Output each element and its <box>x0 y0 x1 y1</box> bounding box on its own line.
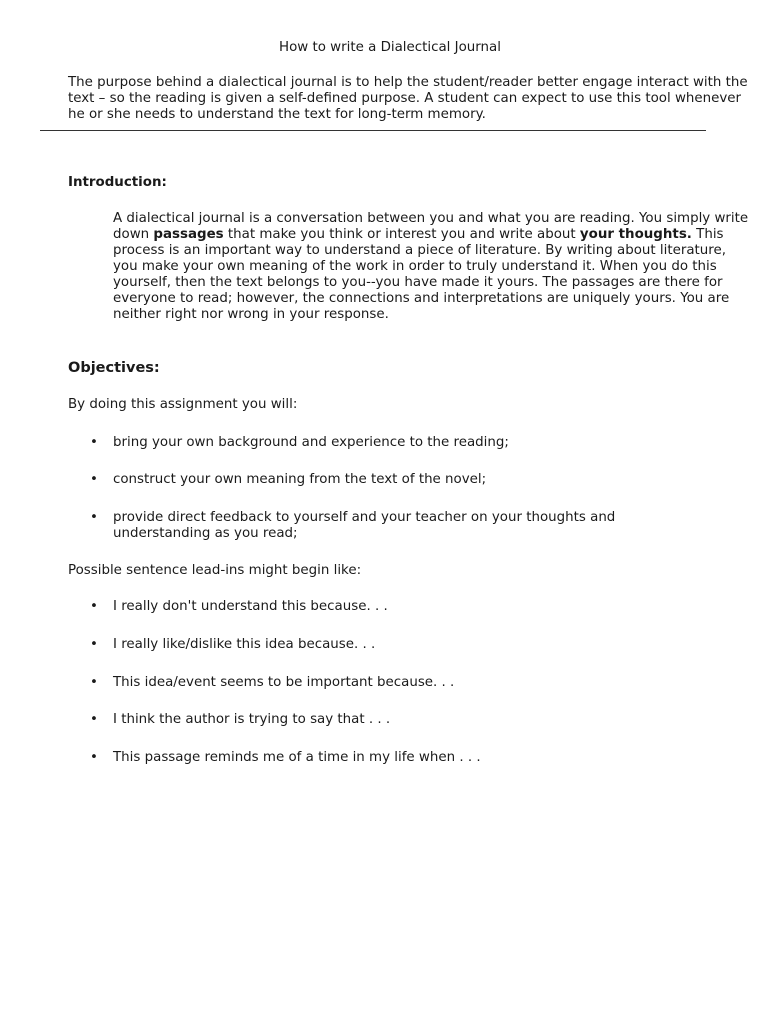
leadins-lead: Possible sentence lead-ins might begin like: <box>68 563 362 578</box>
leadin-item-text: This idea/event seems to be important because. . . <box>113 675 455 690</box>
bullet-icon: • <box>90 750 98 765</box>
objective-item-text: construct your own meaning from the text of the novel; <box>113 472 487 487</box>
leadin-item-text: I really like/dislike this idea because. . . <box>113 637 376 652</box>
introduction-heading: Introduction: <box>68 175 167 190</box>
bullet-icon: • <box>90 435 98 450</box>
intro-bold-thoughts: your thoughts. <box>579 227 692 242</box>
intro-text-part3: This process is an important way to understand a piece of literature. By writing about literature, you make your own meaning of the work in order to truly understand it. When you do this yourself, then the text belongs to you--you have made it yours. The passages are there for everyone to read; however, the connections and interpretations are uniquely yours. You are neither right nor wrong in your response. <box>113 227 730 322</box>
objective-item-text: bring your own background and experience to the reading; <box>113 435 509 450</box>
intro-text-part2: that make you think or interest you and write about <box>223 227 580 242</box>
leadin-item-text: This passage reminds me of a time in my life when . . . <box>113 750 481 765</box>
intro-text-part1: A dialectical journal is a conversation between you and what you are reading. You simply write down <box>113 211 749 242</box>
purpose-paragraph: The purpose behind a dialectical journal is to help the student/reader better engage interact with the text – so the reading is given a self-defined purpose. A student can expect to use this tool whenever he or she needs to understand the text for long-term memory. <box>68 75 748 122</box>
horizontal-rule <box>40 130 706 131</box>
leadin-item-text: I really don't understand this because. . . <box>113 599 388 614</box>
bullet-icon: • <box>90 675 98 690</box>
bullet-icon: • <box>90 510 98 525</box>
introduction-paragraph <box>113 211 753 323</box>
objective-item-text: provide direct feedback to yourself and your teacher on your thoughts and understanding as you read; <box>113 510 616 541</box>
bullet-icon: • <box>90 472 98 487</box>
bullet-icon: • <box>90 712 98 727</box>
bullet-icon: • <box>90 599 98 614</box>
intro-bold-passages: passages <box>153 227 224 242</box>
document-title: How to write a Dialectical Journal <box>279 40 501 55</box>
objectives-lead: By doing this assignment you will: <box>68 397 298 412</box>
objectives-heading: Objectives: <box>68 360 160 376</box>
leadin-item-text: I think the author is trying to say that . . . <box>113 712 391 727</box>
bullet-icon: • <box>90 637 98 652</box>
